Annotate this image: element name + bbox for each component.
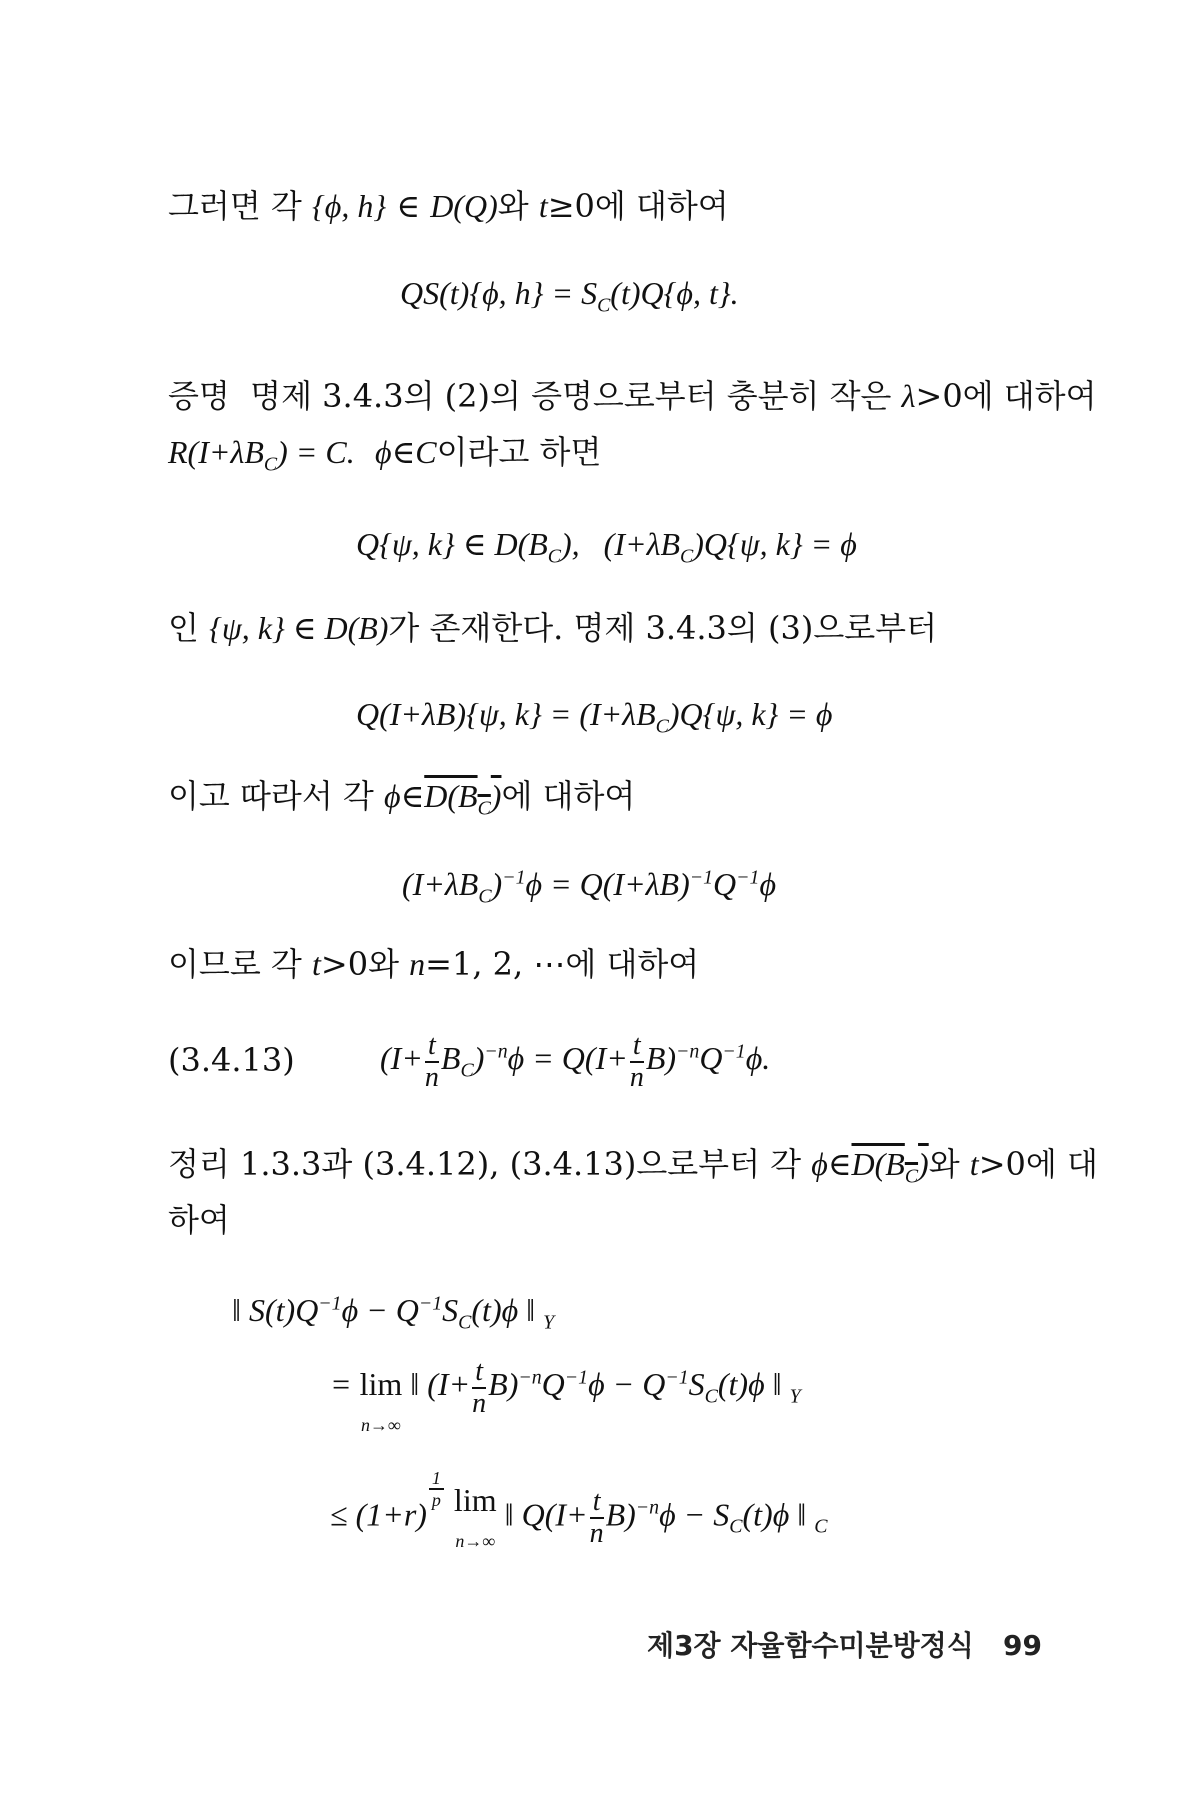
equation-1: QS(t){ϕ, $h\} = S_C(t)Q\{\phi$, t}. (400, 275, 739, 317)
math: {ϕ, h} (312, 188, 387, 224)
page-number: 99 (1003, 1629, 1042, 1662)
equation-label: (3.4.13) (168, 1041, 295, 1079)
text-line-9: 이므로 각 t>0와 n=1, 2, ⋯에 대하여 (168, 945, 700, 983)
chapter-title: 제3장 자율함수미분방정식 (647, 1629, 974, 1662)
text-line-5: 인 {ψ, k} ∈ D(B)가 존재한다. 명제 3.4.3의 (3)으로부터 (168, 609, 937, 647)
text: 그러면 각 (168, 187, 312, 225)
equation-2: Q{ψ, k} ∈ $D(B_C)$, $(I+\lambda B_C)Q\{\psi$, k} = ϕ (356, 526, 857, 568)
proof-line-2: $R(I+\lambda B_C) = C$. ϕ∈C이라고 하면 (168, 433, 602, 476)
equation-5: (I+ $\frac{t}{n}$ $B_C)^{-n}\phi = Q(I+$ $\frac{t}{n}$ $B)^{-n}Q^{-1}\phi$. (380, 1029, 771, 1093)
text-line-1: 그러면 각 {ϕ, h} ∈ D(Q)와 t≥0에 대하여 (168, 187, 729, 225)
equation-6: ‖ $S(t)Q^{-1}\phi - Q^{-1}S_C(t)\phi$ ‖ $_Y$ (232, 1292, 555, 1334)
text-line-7: 이고 따라서 각 $\phi\in D(B_C)$에 대하여 (168, 777, 636, 820)
equation-7: = lim n→∞ ‖ (I+ $\frac{t}{n}$ $B)^{-n}Q^{-1}\phi - Q^{-1}S_C(t)\phi$ ‖ $_Y$ (330, 1355, 801, 1435)
proof-line-1: 증명 명제 3.4.3의 (2)의 증명으로부터 충분히 작은 λ>0에 대하여 (168, 377, 1097, 415)
equation-4: $(I+\lambda B_C)^{-1}\phi = Q(I+\lambda B)^{-1}Q^{-1}\phi$ (402, 866, 776, 908)
text-line-11: 정리 1.3.3과 (3.4.12), (3.4.13)으로부터 각 $\phi\in D(B_C)$와 t>0에 대 (168, 1145, 1098, 1188)
math: D(Q) (430, 188, 498, 224)
math: t (538, 188, 548, 224)
equation-3: Q(I+λB){ψ, $k\} = (I+\lambda B_C)Q\{\psi$, k} = ϕ (356, 696, 833, 738)
equation-8: ≤ (1+r) $^{\frac{1}{p}}$ lim n→∞ ‖ Q(I+ $\frac{t}{n}$ $B)^{-n}\phi - S_C(t)\phi$ ‖ $_C$ (330, 1468, 828, 1551)
text-line-12: 하여 (168, 1201, 230, 1239)
proof-label: 증명 (168, 377, 230, 415)
page-footer (647, 1628, 1042, 1664)
